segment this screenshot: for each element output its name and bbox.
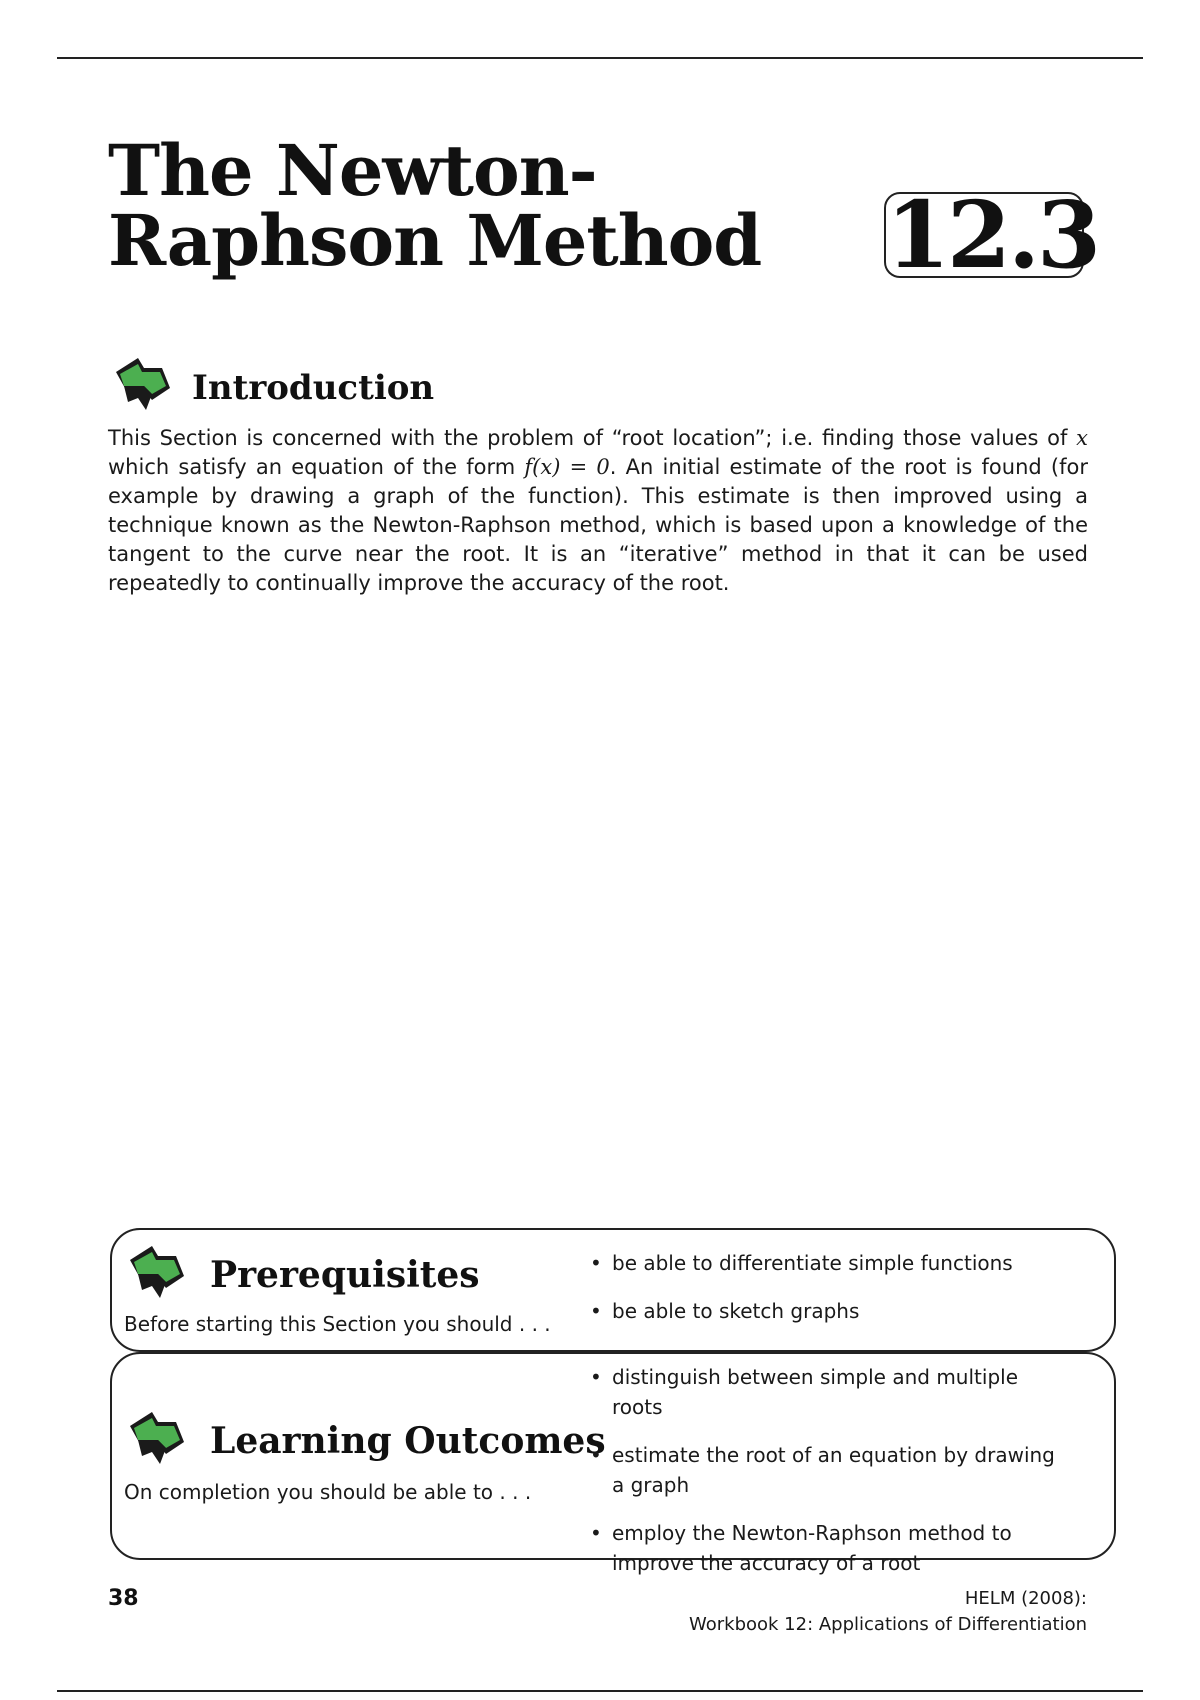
list-item: • estimate the root of an equation by drawing a graph bbox=[590, 1440, 1070, 1500]
list-item: • be able to differentiate simple functions bbox=[590, 1248, 1070, 1278]
page-title: The Newton-Raphson Method bbox=[108, 129, 762, 282]
footer-source bbox=[689, 1586, 1087, 1638]
intro-math-x: x bbox=[1076, 426, 1088, 450]
learning-outcomes-subtitle: On completion you should be able to . . . bbox=[124, 1480, 532, 1504]
prerequisites-list bbox=[590, 1248, 1070, 1326]
learning-outcomes-box bbox=[110, 1352, 1116, 1575]
green-arrow-icon bbox=[108, 352, 172, 416]
prerequisites-box bbox=[110, 1228, 1116, 1352]
introduction-body bbox=[108, 424, 1088, 598]
prerequisites-subtitle: Before starting this Section you should . . . bbox=[124, 1312, 551, 1336]
learning-outcomes-heading: Learning Outcomes bbox=[210, 1420, 606, 1462]
list-item: • employ the Newton-Raphson method to improve the accuracy of a root bbox=[590, 1518, 1070, 1578]
footer-source-line-2: Workbook 12: Applications of Differentiation bbox=[688, 1614, 1087, 1635]
intro-text-3: . An initial estimate of the root is found (for example by drawing a graph of the function). This estimate is then improved using a technique known as the Newton-Raphson method, which is based upon a knowledge of the tangent to the curve near the root. It is an “iterative” method in that it can be used repeatedly to continually improve the accuracy of the root. bbox=[108, 455, 1088, 595]
learning-outcomes-list bbox=[590, 1362, 1070, 1578]
prerequisites-heading: Prerequisites bbox=[210, 1254, 480, 1296]
footer-source-line-1: HELM (2008): bbox=[964, 1588, 1087, 1609]
top-rule bbox=[57, 57, 1143, 59]
intro-text-2: which satisfy an equation of the form bbox=[108, 455, 525, 479]
intro-text-1: This Section is concerned with the problem of “root location”; i.e. finding those values of bbox=[108, 426, 1077, 450]
bottom-rule bbox=[57, 1690, 1143, 1692]
list-item: • be able to sketch graphs bbox=[590, 1296, 1070, 1326]
page-number: 38 bbox=[108, 1586, 139, 1611]
green-arrow-icon bbox=[122, 1240, 186, 1304]
introduction-heading: Introduction bbox=[192, 368, 435, 408]
list-item: • distinguish between simple and multiple roots bbox=[590, 1362, 1070, 1422]
section-number-badge: 12.3 bbox=[886, 181, 1099, 289]
green-arrow-icon bbox=[122, 1406, 186, 1470]
intro-math-equation: f(x) = 0 bbox=[524, 455, 610, 479]
